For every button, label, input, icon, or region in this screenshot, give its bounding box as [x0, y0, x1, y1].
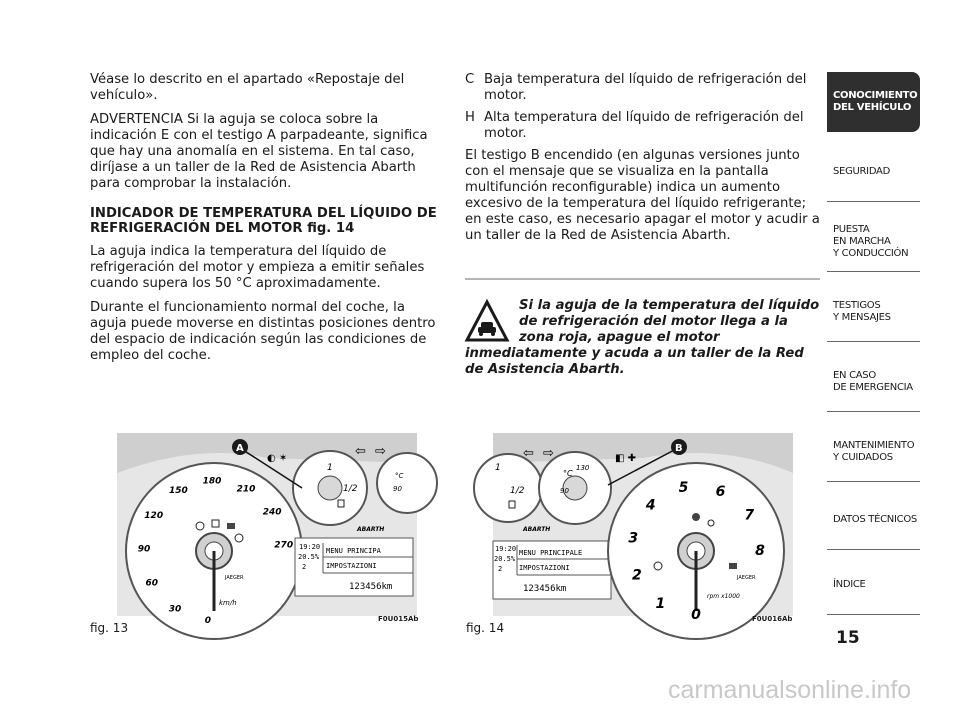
sidebar-tab-testigos[interactable]	[827, 282, 920, 342]
paragraph-warning-fuel: ADVERTENCIA Si la aguja se coloca sobre la indicación E con el testigo A parpadeante, significa que hay una anomalía en el sistema. En tal caso, diríjase a un taller de la Red de Asistencia Abarth para comprobar la instalación.	[90, 112, 428, 191]
temp-unit-label: °C	[395, 472, 404, 480]
sidebar-tab-emergencia[interactable]	[827, 352, 920, 412]
dial-tick-label: 270	[274, 540, 294, 551]
fuel-half-label: 1/2	[510, 486, 525, 496]
display-gear: 2	[302, 563, 307, 571]
sidebar-tab-label: DATOS TÉCNICOS	[833, 513, 917, 525]
left-column	[90, 72, 440, 372]
turn-signal-right-icon: ⇨	[375, 444, 386, 459]
watermark: carmanualsonline.info	[668, 676, 912, 704]
rpm-unit-label: rpm x1000	[707, 593, 740, 600]
dial-tick-label: 5	[678, 480, 689, 497]
dial-tick-label: 4	[645, 497, 656, 514]
seatbelt-icon	[692, 513, 700, 521]
paragraph-refuel: Véase lo descrito en el apartado «Repostaje del vehículo».	[90, 72, 405, 103]
sidebar-tab-label: MANTENIMIENTO Y CUIDADOS	[833, 439, 915, 463]
dial-tick-label: 210	[236, 484, 256, 495]
sidebar-tab-seguridad[interactable]	[827, 142, 920, 202]
fuel-half-label: 1/2	[343, 484, 358, 494]
display-odometer: 123456km	[523, 584, 567, 594]
sidebar-tab-puesta-en-marcha[interactable]	[827, 212, 920, 272]
turn-signal-left-icon: ⇦	[523, 446, 534, 461]
warning-triangle-icon	[465, 300, 509, 344]
dial-tick-label: 3	[628, 530, 639, 547]
display-submenu: IMPOSTAZIONI	[326, 562, 377, 570]
sidebar-tab-label: ÍNDICE	[833, 578, 866, 590]
figure-13-caption: fig. 13	[90, 621, 129, 635]
sidebar-tab-label: CONOCIMIENTO DEL VEHÍCULO	[833, 90, 918, 113]
dial-tick-label: 90	[137, 544, 151, 555]
temp-90-label: 90	[393, 485, 402, 493]
warning-lamp-icon	[729, 563, 737, 569]
dial-tick-label: 120	[144, 510, 164, 521]
dial-tick-label: 150	[169, 486, 188, 497]
display-menu: MENU PRINCIPA	[326, 547, 381, 555]
fuel-full-label: 1	[327, 463, 333, 473]
display-time: 19:20	[299, 543, 321, 551]
display-percent: 20.5%	[494, 555, 516, 563]
dial-tick-label: 240	[262, 507, 282, 518]
figure-13-code: F0U015Ab	[378, 615, 419, 623]
section-heading	[90, 206, 440, 236]
paragraph-normal-operation: Durante el funcionamiento normal del coche, la aguja puede moverse en distintas posiciones dentro del espacio de indicación según las condiciones de empleo del coche.	[90, 300, 436, 363]
dial-tick-label: 6	[715, 483, 726, 500]
list-item-text: Baja temperatura del líquido de refrigeración del motor.	[484, 72, 807, 103]
fuel-full-label: 1	[495, 463, 501, 473]
temperature-gauge-dial	[377, 453, 437, 513]
paragraph-needle: La aguja indica la temperatura del líquido de refrigeración del motor y empieza a emitir señales cuando supera los 50 °C aproximadamente.	[90, 244, 425, 291]
callout-label: B	[675, 443, 683, 454]
dial-tick-label: 60	[145, 578, 159, 589]
dial-tick-label: 2	[632, 567, 642, 584]
maker-label: JAEGER	[225, 575, 244, 581]
temp-130-label: 130	[576, 464, 590, 472]
page-number: 15	[836, 628, 860, 648]
dial-tick-label: 0	[691, 607, 701, 623]
fuel-gauge-dial	[474, 454, 542, 522]
turn-signal-right-icon: ⇨	[543, 446, 554, 461]
sidebar-tab-label: PUESTA EN MARCHA Y CONDUCCIÓN	[833, 223, 909, 259]
list-item-key: C	[465, 72, 475, 87]
temp-unit-label: °C	[563, 469, 573, 478]
sidebar-tab-label: TESTIGOS Y MENSAJES	[833, 299, 891, 323]
temp-90-label: 90	[560, 487, 569, 495]
warning-box	[465, 298, 820, 378]
dial-tick-label: 30	[168, 604, 182, 615]
sidebar-tab-indice[interactable]	[827, 555, 920, 615]
sidebar-tab-label: EN CASO DE EMERGENCIA	[833, 369, 913, 393]
display-submenu: IMPOSTAZIONI	[519, 564, 570, 572]
display-odometer: 123456km	[349, 582, 393, 592]
speed-unit-label: km/h	[219, 599, 237, 607]
figure-14-caption: fig. 14	[466, 621, 505, 635]
list-item-text: Alta temperatura del líquido de refrigeración del motor.	[484, 110, 804, 141]
list-item-key: H	[465, 110, 475, 125]
dial-tick-label: 180	[202, 476, 222, 487]
dial-tick-label: 7	[744, 507, 755, 524]
sidebar-tab-conocimiento[interactable]	[827, 72, 920, 132]
paragraph-warning-light-b: El testigo B encendido (en algunas versiones junto con el mensaje que se visualiza en la pantalla multifunción reconfigurable) indica un aumento excesivo de la temperatura del líquido refrigerante; en este caso, es necesario apagar el motor y acudir a un taller de la Red de Asistencia Abarth.	[465, 148, 820, 243]
sidebar-tab-datos-tecnicos[interactable]	[827, 490, 920, 550]
figure-14-code: F0U016Ab	[752, 615, 793, 623]
section-divider	[465, 278, 820, 280]
right-column	[465, 72, 820, 252]
section-heading-figref: fig. 14	[307, 221, 355, 236]
display-time: 19:20	[495, 545, 517, 553]
lights-icon: ◧ ✚	[615, 453, 637, 464]
sidebar-tab-mantenimiento[interactable]	[827, 422, 920, 482]
dial-tick-label: 0	[204, 616, 212, 627]
warning-lamp-icon	[227, 523, 235, 529]
warning-text: Si la aguja de la temperatura del líquido de refrigeración del motor llega a la zona roja, apague el motor inmediatamente y acuda a un taller de la Red de Asistencia Abarth.	[465, 298, 820, 377]
maker-label: JAEGER	[737, 575, 756, 581]
section-heading-text: INDICADOR DE TEMPERATURA DEL LÍQUIDO DE REFRIGERACIÓN DEL MOTOR	[90, 206, 437, 236]
display-percent: 20.5%	[298, 553, 320, 561]
callout-label: A	[236, 443, 244, 454]
display-gear: 2	[498, 565, 503, 573]
list-item	[465, 72, 820, 104]
brand-label: ABARTH	[357, 526, 385, 533]
list-item	[465, 110, 820, 142]
dial-tick-label: 8	[755, 543, 765, 559]
brand-label: ABARTH	[523, 526, 551, 533]
lights-icon: ◐ ✶	[267, 453, 288, 464]
display-menu: MENU PRINCIPALE	[519, 549, 583, 557]
sidebar-tab-label: SEGURIDAD	[833, 165, 890, 177]
turn-signal-left-icon: ⇦	[355, 444, 366, 459]
dial-tick-label: 1	[655, 596, 666, 613]
